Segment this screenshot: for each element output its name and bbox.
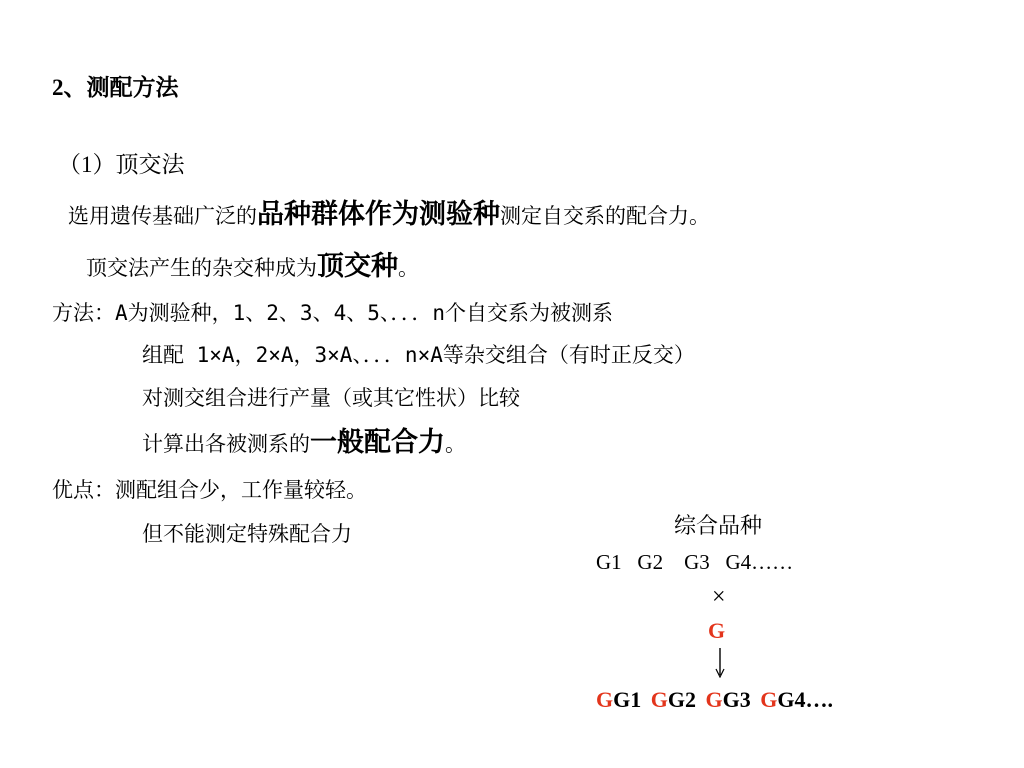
- topcross-suffix: 。: [398, 256, 419, 280]
- diagram-title: 综合品种: [674, 513, 763, 538]
- method-line-4-prefix: 计算出各被测系的: [142, 432, 310, 456]
- result-item: GG3: [705, 687, 751, 712]
- cross-symbol: ×: [712, 584, 726, 610]
- result-item: GG2: [650, 687, 696, 712]
- topcross-emphasis: 顶交种: [317, 251, 398, 282]
- down-arrow-icon: [713, 648, 727, 678]
- tester-label: G: [708, 618, 726, 643]
- intro-emphasis: 品种群体作为测验种: [257, 199, 500, 230]
- method-line-1: 方法：A为测验种，1、2、3、4、5、．．．n个自交系为被测系: [52, 301, 613, 325]
- advantage-line-2: 但不能测定特殊配合力: [142, 522, 352, 546]
- topcross-line: [86, 253, 419, 280]
- diagram-varieties: G1 G2 G3 G4……: [596, 550, 794, 574]
- intro-line: [68, 201, 710, 228]
- result-item: GG4….: [760, 687, 833, 712]
- subsection-heading: （1）顶交法: [58, 152, 185, 177]
- advantage-line-1: 优点：测配组合少，工作量较轻。: [52, 478, 367, 502]
- intro-suffix: 测定自交系的配合力。: [500, 204, 710, 228]
- method-line-4-suffix: 。: [445, 432, 466, 456]
- topcross-prefix: 顶交法产生的杂交种成为: [86, 256, 317, 280]
- section-heading: 2、测配方法: [52, 75, 179, 100]
- method-line-3: 对测交组合进行产量（或其它性状）比较: [142, 386, 520, 410]
- method-line-4-emphasis: 一般配合力: [310, 427, 445, 458]
- method-line-4: [142, 429, 466, 456]
- diagram-results: [596, 689, 833, 711]
- result-item: GG1: [596, 687, 642, 712]
- intro-prefix: 选用遗传基础广泛的: [68, 204, 257, 228]
- method-line-2: 组配 1×A，2×A，3×A、．．．n×A等杂交组合（有时正反交）: [142, 343, 695, 367]
